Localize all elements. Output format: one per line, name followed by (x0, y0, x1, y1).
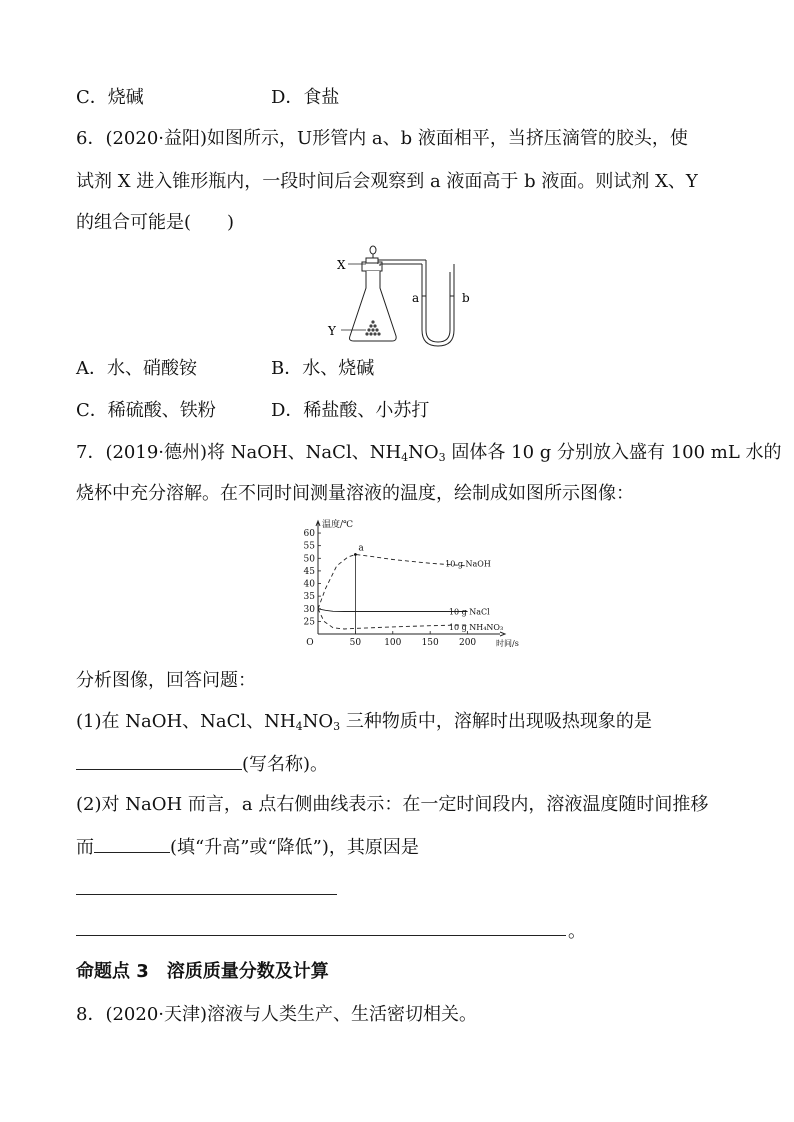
q7-sub2-line-2: 而 (填“升高”或“降低”)，其原因是 (76, 834, 419, 860)
x-tick-label: 150 (421, 638, 439, 648)
series-label-2: 10 g NH₄NO₃ (448, 622, 504, 632)
q7-sub1: (1)在 NaOH、NaCl、$NH_4NO_3$ 三种物质中，溶解时出现吸热现象的是 (76, 711, 652, 733)
label-a: a (412, 291, 420, 305)
series-label-1: 10 g NaCl (448, 607, 490, 617)
series-line-1 (318, 609, 468, 612)
q7-sub1-answer-line: (写名称)。 (76, 751, 328, 777)
label-b: b (462, 291, 470, 305)
x-axis-label: 时间/s (496, 639, 519, 648)
answer-blank-2[interactable] (94, 834, 170, 853)
x-axis-arrow (500, 632, 505, 636)
answer-blank-1[interactable] (76, 751, 242, 770)
origin-label: O (306, 638, 314, 648)
y-tick-label: 25 (303, 617, 315, 628)
q5-option-d: D．食盐 (271, 87, 340, 108)
point-a-marker (354, 553, 357, 556)
q6-option-c: C．稀硫酸、铁粉 (76, 400, 216, 421)
q6-option-b: B．水、烧碱 (271, 358, 375, 379)
y-tick-label: 35 (303, 592, 315, 603)
q5-option-c: C．烧碱 (76, 87, 144, 108)
q7-line-2: 烧杯中充分溶解。在不同时间测量溶液的温度，绘制成如图所示图像： (76, 483, 634, 504)
label-y: Y (328, 324, 336, 338)
answer-rule-1[interactable] (76, 894, 337, 895)
q7-analysis-prompt: 分析图像，回答问题： (76, 670, 256, 691)
x-tick-label: 100 (384, 638, 402, 648)
answer-rule-2[interactable] (76, 935, 566, 936)
y-tick-label: 50 (303, 554, 315, 565)
x-tick-label: 200 (458, 638, 477, 648)
point-a-label: a (358, 543, 364, 554)
y-tick-label: 55 (303, 541, 315, 552)
y-tick-label: 40 (303, 579, 315, 590)
q7-sub2-line-1: (2)对 NaOH 而言，a 点右侧曲线表示：在一定时间段内，溶液温度随时间推移 (76, 794, 709, 815)
x-tick-label: 50 (349, 638, 362, 648)
q6-line-1: 6．(2020·益阳)如图所示，U形管内 a、b 液面相平，当挤压滴管的胶头，使 (76, 128, 688, 149)
flask-u-tube-diagram (326, 244, 486, 348)
series-label-0: 10 g NaOH (445, 559, 491, 569)
q7-period: 。 (568, 921, 586, 942)
q6-line-3: 的组合可能是( ) (76, 212, 235, 233)
y-tick-label: 45 (303, 566, 315, 577)
q6-option-a: A．水、硝酸铵 (76, 358, 197, 379)
q6-option-d: D．稀盐酸、小苏打 (271, 400, 430, 421)
q8-line-1: 8．(2020·天津)溶液与人类生产、生活密切相关。 (76, 1004, 478, 1025)
y-tick-label: 30 (303, 604, 315, 615)
section-title: 命题点 3 溶质质量分数及计算 (76, 961, 329, 982)
y-axis-label: 温度/℃ (322, 520, 354, 530)
temperature-time-chart (290, 516, 520, 656)
y-tick-label: 60 (303, 529, 315, 540)
q7-line-1: 7．(2019·德州)将 NaOH、NaCl、$NH_4NO_3$ 固体各 10 g 分别放入盛有 100 mL 水的 (76, 442, 782, 464)
label-x: X (337, 258, 346, 272)
q6-line-2: 试剂 X 进入锥形瓶内，一段时间后会观察到 a 液面高于 b 液面。则试剂 X、Y (76, 171, 698, 192)
